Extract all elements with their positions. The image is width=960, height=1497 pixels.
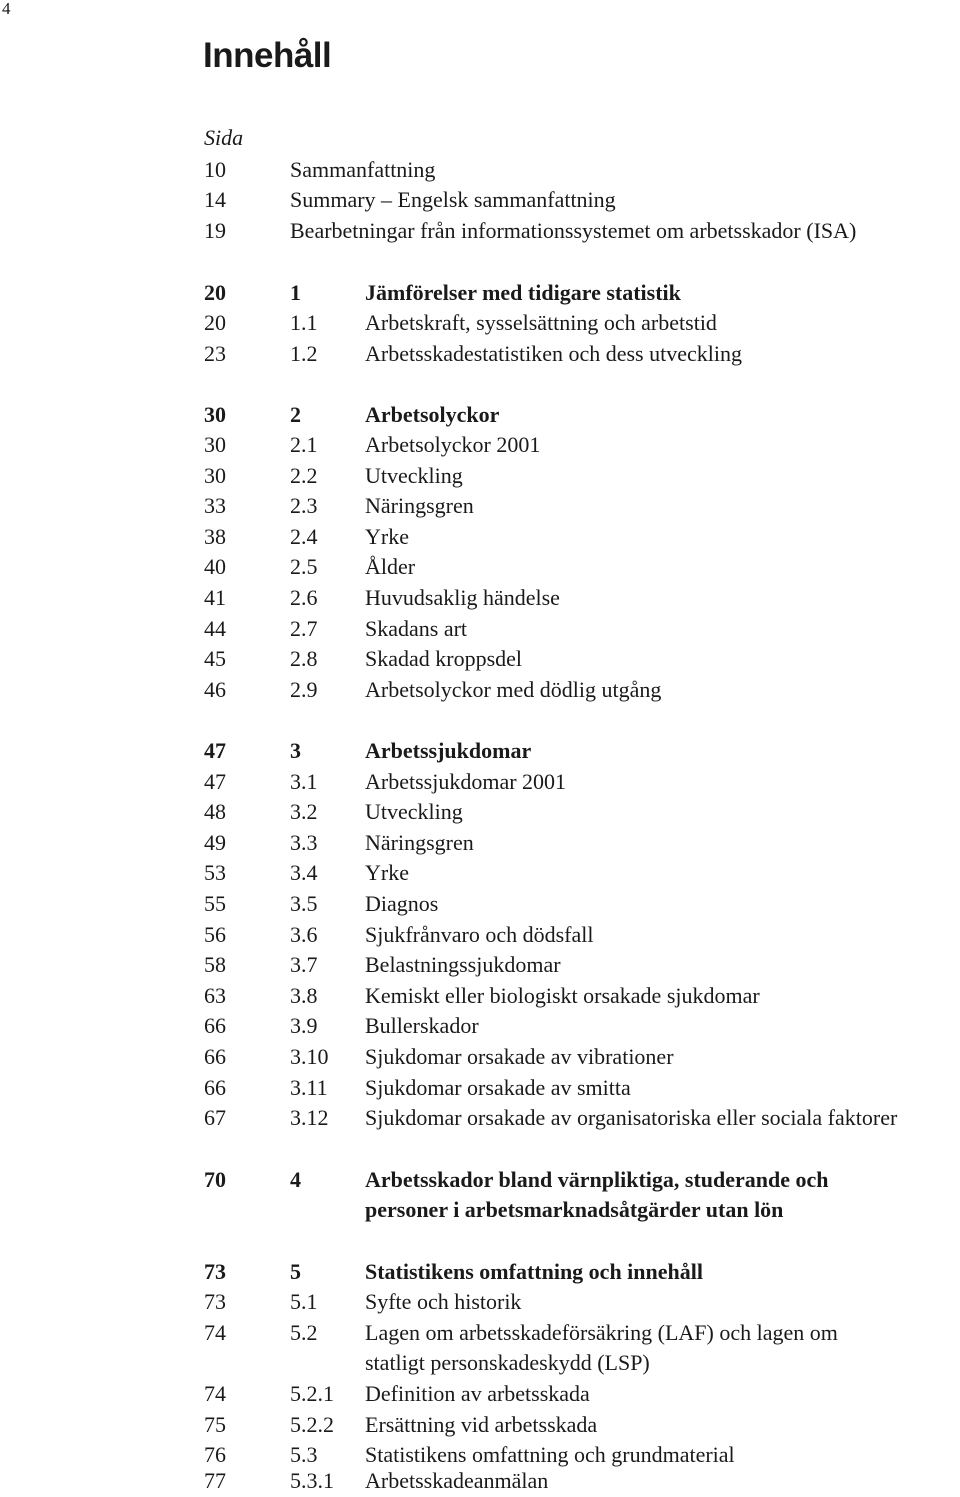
toc-title: Kemiskt eller biologiskt orsakade sjukdomar <box>365 983 760 1008</box>
toc-section-row <box>0 1287 960 1317</box>
toc-section-row <box>0 491 960 521</box>
toc-page: 19 <box>204 218 226 243</box>
toc-page: 67 <box>204 1105 226 1130</box>
toc-page: 74 <box>204 1381 226 1406</box>
toc-section-row <box>0 920 960 950</box>
toc-number: 5 <box>290 1259 301 1284</box>
toc-title: Jämförelser med tidigare statistik <box>365 280 681 305</box>
toc-title: Bullerskador <box>365 1013 479 1038</box>
toc-section-row <box>0 1318 960 1348</box>
toc-title: Summary – Engelsk sammanfattning <box>290 187 616 212</box>
toc-title: Arbetsolyckor med dödlig utgång <box>365 677 662 702</box>
toc-title: Diagnos <box>365 891 439 916</box>
toc-number: 1 <box>290 280 301 305</box>
toc-page: 66 <box>204 1044 226 1069</box>
toc-page: 77 <box>204 1468 226 1493</box>
toc-page: 30 <box>204 463 226 488</box>
toc-chapter-row <box>0 400 960 430</box>
toc-section-row <box>0 1103 960 1133</box>
toc-title: Sjukdomar orsakade av vibrationer <box>365 1044 674 1069</box>
toc-section-row-continued <box>0 1348 960 1378</box>
toc-page: 38 <box>204 524 226 549</box>
toc-section-row <box>0 308 960 338</box>
toc-title: Statistikens omfattning och grundmaterial <box>365 1442 735 1467</box>
toc-chapter-row <box>0 736 960 766</box>
toc-section-row <box>0 981 960 1011</box>
toc-title: personer i arbetsmarknadsåtgärder utan lön <box>365 1197 784 1222</box>
toc-title: Arbetsskadeanmälan <box>365 1468 549 1493</box>
column-header-page: Sida <box>204 125 244 150</box>
toc-intro-row <box>0 216 960 246</box>
toc-page: 76 <box>204 1442 226 1467</box>
toc-number: 3.1 <box>290 769 318 794</box>
toc-section-row <box>0 552 960 582</box>
toc-title: Arbetsskador bland värnpliktiga, studerande och <box>365 1167 829 1192</box>
toc-page: 48 <box>204 799 226 824</box>
toc-page: 53 <box>204 860 226 885</box>
toc-number: 3.5 <box>290 891 318 916</box>
toc-title: Arbetssjukdomar 2001 <box>365 769 567 794</box>
toc-page: 66 <box>204 1075 226 1100</box>
toc-page: 30 <box>204 432 226 457</box>
toc-section-row <box>0 767 960 797</box>
toc-number: 3.7 <box>290 952 318 977</box>
toc-page: 74 <box>204 1320 226 1345</box>
toc-title: Huvudsaklig händelse <box>365 585 560 610</box>
toc-title: Definition av arbetsskada <box>365 1381 590 1406</box>
toc-page: 30 <box>204 402 226 427</box>
toc-section-row <box>0 797 960 827</box>
toc-intro-row <box>0 185 960 215</box>
toc-page: 47 <box>204 769 226 794</box>
toc-page: 41 <box>204 585 226 610</box>
toc-number: 2.9 <box>290 677 318 702</box>
toc-page: 63 <box>204 983 226 1008</box>
toc-title: Sjukdomar orsakade av smitta <box>365 1075 631 1100</box>
toc-section-row <box>0 461 960 491</box>
toc-title: Sjukdomar orsakade av organisatoriska eller sociala faktorer <box>365 1105 898 1130</box>
toc-page: 49 <box>204 830 226 855</box>
toc-number: 5.2.1 <box>290 1381 334 1406</box>
toc-page: 10 <box>204 157 226 182</box>
toc-section-row <box>0 644 960 674</box>
toc-page: 73 <box>204 1259 226 1284</box>
toc-title: Arbetsskadestatistiken och dess utveckling <box>365 341 742 366</box>
toc-number: 5.2 <box>290 1320 318 1345</box>
toc-number: 3.12 <box>290 1105 329 1130</box>
toc-number: 3.9 <box>290 1013 318 1038</box>
toc-section-row <box>0 1011 960 1041</box>
toc-title: statligt personskadeskydd (LSP) <box>365 1350 650 1375</box>
toc-title: Skadad kroppsdel <box>365 646 523 671</box>
toc-title: Utveckling <box>365 463 463 488</box>
toc-title: Näringsgren <box>365 493 474 518</box>
toc-number: 3.10 <box>290 1044 329 1069</box>
toc-number: 2.1 <box>290 432 318 457</box>
toc-section-row <box>0 1410 960 1440</box>
toc-title: Arbetskraft, sysselsättning och arbetstid <box>365 310 717 335</box>
toc-page: 20 <box>204 310 226 335</box>
toc-page: 23 <box>204 341 226 366</box>
toc-page: 40 <box>204 554 226 579</box>
toc-section-row <box>0 950 960 980</box>
toc-number: 3.8 <box>290 983 318 1008</box>
toc-title: Arbetsolyckor <box>365 402 500 427</box>
toc-number: 3.6 <box>290 922 318 947</box>
toc-title: Arbetssjukdomar <box>365 738 532 763</box>
toc-chapter-row <box>0 278 960 308</box>
toc-page: 70 <box>204 1167 226 1192</box>
toc-section-row <box>0 1379 960 1409</box>
toc-section-row <box>0 1042 960 1072</box>
toc-page: 75 <box>204 1412 226 1437</box>
toc-number: 2.8 <box>290 646 318 671</box>
toc-page: 14 <box>204 187 226 212</box>
toc-number: 2.7 <box>290 616 318 641</box>
toc-title: Ålder <box>365 554 416 579</box>
toc-number: 4 <box>290 1167 301 1192</box>
toc-section-row <box>0 1466 960 1496</box>
toc-section-row <box>0 889 960 919</box>
toc-section-row <box>0 583 960 613</box>
toc-section-row <box>0 614 960 644</box>
toc-page: 58 <box>204 952 226 977</box>
toc-section-row <box>0 858 960 888</box>
toc-page: 66 <box>204 1013 226 1038</box>
toc-title: Bearbetningar från informationssystemet om arbetsskador (ISA) <box>290 218 857 243</box>
toc-title: Lagen om arbetsskadeförsäkring (LAF) och lagen om <box>365 1320 838 1345</box>
toc-title: Belastningssjukdomar <box>365 952 561 977</box>
toc-intro-row <box>0 155 960 185</box>
page-number: 4 <box>2 0 11 18</box>
toc-chapter-row <box>0 1257 960 1287</box>
toc-section-row <box>0 675 960 705</box>
toc-title: Arbetsolyckor 2001 <box>365 432 541 457</box>
toc-title: Statistikens omfattning och innehåll <box>365 1259 703 1284</box>
toc-title: Yrke <box>365 860 409 885</box>
toc-number: 1.2 <box>290 341 318 366</box>
toc-number: 2.3 <box>290 493 318 518</box>
toc-title: Sjukfrånvaro och dödsfall <box>365 922 594 947</box>
toc-page: 20 <box>204 280 226 305</box>
toc-number: 2 <box>290 402 301 427</box>
toc-number: 1.1 <box>290 310 318 335</box>
toc-section-row <box>0 339 960 369</box>
toc-section-row <box>0 1073 960 1103</box>
page-title: Innehåll <box>203 36 332 75</box>
toc-title: Skadans art <box>365 616 468 641</box>
toc-page: 44 <box>204 616 226 641</box>
toc-title: Sammanfattning <box>290 157 436 182</box>
toc-number: 2.4 <box>290 524 318 549</box>
toc-section-row <box>0 828 960 858</box>
toc-number: 3 <box>290 738 301 763</box>
toc-page: 46 <box>204 677 226 702</box>
toc-number: 2.2 <box>290 463 318 488</box>
toc-number: 5.3.1 <box>290 1468 334 1493</box>
toc-number: 2.5 <box>290 554 318 579</box>
toc-section-row <box>0 430 960 460</box>
toc-page: 33 <box>204 493 226 518</box>
toc-title: Syfte och historik <box>365 1289 522 1314</box>
toc-page: 55 <box>204 891 226 916</box>
toc-number: 3.4 <box>290 860 318 885</box>
toc-number: 5.2.2 <box>290 1412 334 1437</box>
toc-title: Utveckling <box>365 799 463 824</box>
toc-page: 56 <box>204 922 226 947</box>
toc-title: Ersättning vid arbetsskada <box>365 1412 598 1437</box>
toc-number: 5.1 <box>290 1289 318 1314</box>
toc-title: Näringsgren <box>365 830 474 855</box>
toc-section-row <box>0 522 960 552</box>
toc-number: 3.3 <box>290 830 318 855</box>
toc-page: 47 <box>204 738 226 763</box>
toc-title: Yrke <box>365 524 409 549</box>
toc-page: 73 <box>204 1289 226 1314</box>
toc-chapter-row <box>0 1165 960 1195</box>
toc-number: 5.3 <box>290 1442 318 1467</box>
toc-number: 3.2 <box>290 799 318 824</box>
toc-number: 2.6 <box>290 585 318 610</box>
toc-number: 3.11 <box>290 1075 328 1100</box>
toc-chapter-row-continued <box>0 1195 960 1225</box>
toc-page: 45 <box>204 646 226 671</box>
